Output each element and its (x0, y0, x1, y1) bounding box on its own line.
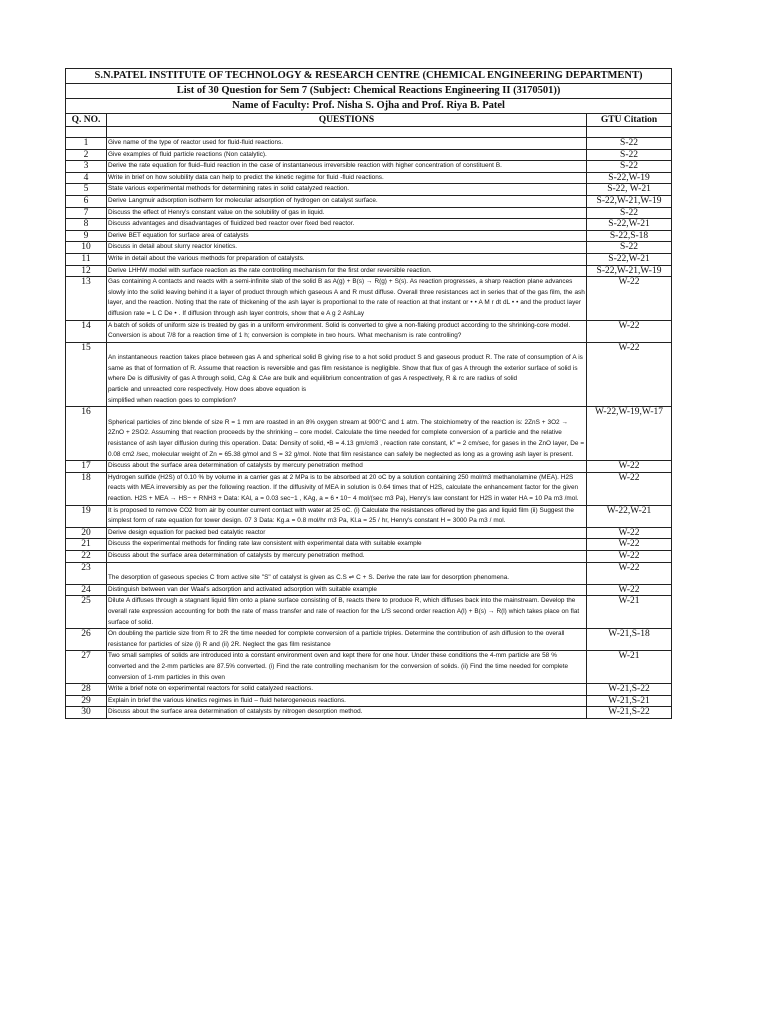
question-text: Discuss about the surface area determination of catalysts by nitrogen desorption method. (107, 707, 587, 719)
gtu-citation: W-21,S-21 (587, 695, 672, 707)
gtu-citation: S-22 (587, 242, 672, 254)
gtu-citation: W-21 (587, 596, 672, 629)
question-text: An instantaneous reaction takes place between gas A and spherical solid B giving rise to a hot solid product S and gaseous product R. The rate of consumption of A is same as that of formation of R. Assume that reaction is reversible and gas film resistance is negligible. Show that flux of gas A through the exterior surface of solid is where De is diffusivity of gas A through solid, CAg & CAe are bulk and equilibrium concentration of gas A respectively, R & rc are radius of solid particle and unreacted core respectively. How does above equation is simplified when reaction goes to completion? (107, 342, 587, 407)
question-row (66, 342, 672, 407)
spacer-cell (107, 127, 587, 138)
question-number: 5 (66, 184, 107, 196)
question-number: 16 (66, 407, 107, 461)
gtu-citation: W-22 (587, 550, 672, 562)
gtu-citation: W-22 (587, 527, 672, 539)
question-number: 18 (66, 472, 107, 505)
gtu-citation: W-22,W-21 (587, 505, 672, 527)
question-row (66, 161, 672, 173)
question-number: 12 (66, 265, 107, 277)
question-text: On doubling the particle size from R to 2R the time needed for complete conversion of a particle triples. Determine the contribution of ash diffusion to the overall resistance for particles of size (i) R and (ii) 2R. Neglect the gas film resistance (107, 629, 587, 651)
citation-column-header: GTU Citation (587, 114, 672, 127)
question-number: 22 (66, 550, 107, 562)
gtu-citation: W-21,S-22 (587, 684, 672, 696)
question-number: 11 (66, 253, 107, 265)
question-number: 27 (66, 651, 107, 684)
question-text: Discuss advantages and disadvantages of fluidized bed reactor over fixed bed reactor. (107, 219, 587, 231)
list-title: List of 30 Question for Sem 7 (Subject: Chemical Reactions Engineering II (3170501)) (66, 84, 672, 99)
gtu-citation: S-22,W-21 (587, 219, 672, 231)
question-number: 3 (66, 161, 107, 173)
question-row (66, 265, 672, 277)
question-number: 28 (66, 684, 107, 696)
question-text: A batch of solids of uniform size is treated by gas in a uniform environment. Solid is converted to give a non-flaking product according to the shrinking-core model. Conversion is about 7/8 for a reaction time of 1 h; conversion is complete in two hours. What mechanism is rate controlling? (107, 320, 587, 342)
question-text: State various experimental methods for determining rates in solid catalyzed reaction. (107, 184, 587, 196)
question-text: Two small samples of solids are introduced into a constant environment oven and kept there for one hour. Under these conditions the 4-mm particle are 58 % converted and the 2-mm particles are 87.5% converted. (i) Find the rate controlling mechanism for the conversion of solids. (ii) Find the time needed for complete conversion of 1-mm particles in this oven (107, 651, 587, 684)
question-list-table (65, 68, 672, 719)
question-text: Discuss the experimental methods for finding rate law consistent with experimental data with suitable example (107, 539, 587, 551)
gtu-citation: W-22 (587, 562, 672, 584)
question-text: Dilute A diffuses through a stagnant liquid film onto a plane surface consisting of B, reacts there to produce R, which diffuses back into the mainstream. Develop the overall rate expression accounting for both the rate of mass transfer and rate of reaction for the L/S second order reaction A(l) + B(s) → R(l) which takes place on flat surface of solid. (107, 596, 587, 629)
question-row (66, 472, 672, 505)
question-text: Derive design equation for packed bed catalytic reactor (107, 527, 587, 539)
question-text: Discuss about the surface area determination of catalysts by mercury penetration method. (107, 550, 587, 562)
gtu-citation: W-22 (587, 472, 672, 505)
question-number: 7 (66, 207, 107, 219)
question-number: 24 (66, 584, 107, 596)
question-text: Derive the rate equation for fluid–fluid reaction in the case of instantaneous irreversible reaction with higher concentration of constituent B. (107, 161, 587, 173)
question-row (66, 138, 672, 150)
gtu-citation: S-22,W-21,W-19 (587, 265, 672, 277)
questions-column-header: QUESTIONS (107, 114, 587, 127)
question-row (66, 562, 672, 584)
question-row (66, 242, 672, 254)
question-row (66, 253, 672, 265)
question-row (66, 195, 672, 207)
question-row (66, 695, 672, 707)
question-text: Write in detail about the various methods for preparation of catalysts. (107, 253, 587, 265)
question-number: 10 (66, 242, 107, 254)
institute-title: S.N.PATEL INSTITUTE OF TECHNOLOGY & RESEARCH CENTRE (CHEMICAL ENGINEERING DEPARTMENT) (66, 69, 672, 84)
question-row (66, 230, 672, 242)
gtu-citation: S-22 (587, 161, 672, 173)
question-text: Derive LHHW model with surface reaction as the rate controlling mechanism for the first order reversible reaction. (107, 265, 587, 277)
question-number: 13 (66, 277, 107, 320)
question-row (66, 539, 672, 551)
question-text: Derive BET equation for surface area of catalysts (107, 230, 587, 242)
gtu-citation: W-22 (587, 584, 672, 596)
question-number: 8 (66, 219, 107, 231)
spacer-cell (66, 127, 107, 138)
faculty-row (66, 99, 672, 114)
question-row (66, 505, 672, 527)
spacer-cell (587, 127, 672, 138)
gtu-citation: W-22 (587, 539, 672, 551)
question-row (66, 461, 672, 473)
question-text: Explain in brief the various kinetics regimes in fluid – fluid heterogeneous reactions. (107, 695, 587, 707)
question-number: 14 (66, 320, 107, 342)
question-row (66, 596, 672, 629)
question-row (66, 277, 672, 320)
question-number: 17 (66, 461, 107, 473)
gtu-citation: W-22 (587, 277, 672, 320)
question-text: The desorption of gaseous species C from active site "S" of catalyst is given as C.S ⇌ C + S. Derive the rate law for desorption phenomena. (107, 562, 587, 584)
question-number: 9 (66, 230, 107, 242)
question-text: Distinguish between van der Waal's adsorption and activated adsorption with suitable example (107, 584, 587, 596)
gtu-citation: S-22, W-21 (587, 184, 672, 196)
question-row (66, 550, 672, 562)
faculty-name: Name of Faculty: Prof. Nisha S. Ojha and Prof. Riya B. Patel (66, 99, 672, 114)
question-row (66, 184, 672, 196)
gtu-citation: W-22 (587, 461, 672, 473)
question-row (66, 684, 672, 696)
question-text: Give examples of fluid particle reactions (Non catalytic). (107, 149, 587, 161)
question-number: 1 (66, 138, 107, 150)
question-text: Gas containing A contacts and reacts with a semi-infinite slab of the solid B as A(g) + B(s) → R(g) + S(s). As reaction progresses, a sharp reaction plane advances slowly into the solid leaving behind it a layer of product through which gaseous A and R must diffuse. Overall three resistances act in series that of the gas film, the ash layer, and the reaction. Noting that the rate of thickening of the ash layer is proportional to the rate of reaction at that instant or • • A M r dt dL • • and the product layer diffusion rate = L C De • . If diffusion through ash layer controls, show that e A g 2 AshLay (107, 277, 587, 320)
institute-row (66, 69, 672, 84)
question-text: It is proposed to remove CO2 from air by counter current contact with water at 25 oC. (i) Calculate the resistances offered by the gas and liquid film (ii) Suggest the simplest form of rate equation for tower design. 07 3 Data: Kg.a = 0.8 mol/hr m3 Pa, Kl.a = 25 / hr, Henry's constant H = 3000 Pa m3 / mol. (107, 505, 587, 527)
gtu-citation: W-22 (587, 342, 672, 407)
gtu-citation: W-21,S-18 (587, 629, 672, 651)
question-number: 25 (66, 596, 107, 629)
question-number: 4 (66, 172, 107, 184)
question-text: Write a brief note on experimental reactors for solid catalyzed reactions. (107, 684, 587, 696)
column-header-row (66, 114, 672, 127)
spacer-row (66, 127, 672, 138)
gtu-citation: W-22 (587, 320, 672, 342)
question-number: 26 (66, 629, 107, 651)
question-row (66, 172, 672, 184)
question-row (66, 707, 672, 719)
gtu-citation: S-22,W-21 (587, 253, 672, 265)
question-number: 23 (66, 562, 107, 584)
gtu-citation: S-22,W-21,W-19 (587, 195, 672, 207)
gtu-citation: S-22,S-18 (587, 230, 672, 242)
question-text: Derive Langmuir adsorption isotherm for molecular adsorption of hydrogen on catalyst surface. (107, 195, 587, 207)
question-number: 29 (66, 695, 107, 707)
question-text: Spherical particles of zinc blende of size R = 1 mm are roasted in an 8% oxygen stream at 900°C and 1 atm. The stoichiometry of the reaction is: 2ZnS + 3O2 → 2ZnO + 2SO2. Assuming that reaction proceeds by the shrinking – core model. Calculate the time needed for complete conversion of a particle and the relative resistance of ash layer diffusion during this operation. Data: Density of solid, •B = 4.13 gm/cm3 , reaction rate constant, k" = 2 cm/sec, for gases in the ZnO layer, De = 0.08 cm2 /sec, molecular weight of Zn = 65.38 g/mol and S = 32 g/mol. Note that film resistance can safely be neglected as long as a growing ash layer is present. (107, 407, 587, 461)
question-text: Discuss in detail about slurry reactor kinetics. (107, 242, 587, 254)
gtu-citation: S-22 (587, 138, 672, 150)
question-number: 20 (66, 527, 107, 539)
gtu-citation: W-21,S-22 (587, 707, 672, 719)
question-text: Write in brief on how solubility data can help to predict the kinetic regime for fluid -fluid reactions. (107, 172, 587, 184)
question-text: Discuss about the surface area determination of catalysts by mercury penetration method (107, 461, 587, 473)
question-row (66, 207, 672, 219)
question-number: 21 (66, 539, 107, 551)
gtu-citation: S-22 (587, 149, 672, 161)
question-number: 2 (66, 149, 107, 161)
list-title-row (66, 84, 672, 99)
question-row (66, 584, 672, 596)
question-number: 6 (66, 195, 107, 207)
question-row (66, 651, 672, 684)
gtu-citation: S-22 (587, 207, 672, 219)
qno-column-header: Q. NO. (66, 114, 107, 127)
question-row (66, 149, 672, 161)
gtu-citation: W-21 (587, 651, 672, 684)
gtu-citation: W-22,W-19,W-17 (587, 407, 672, 461)
question-row (66, 527, 672, 539)
question-number: 15 (66, 342, 107, 407)
question-text: Give name of the type of reactor used for fluid-fluid reactions. (107, 138, 587, 150)
gtu-citation: S-22,W-19 (587, 172, 672, 184)
question-row (66, 219, 672, 231)
question-text: Discuss the effect of Henry's constant value on the solubility of gas in liquid. (107, 207, 587, 219)
question-text: Hydrogen sulfide (H2S) of 0.10 % by volume in a carrier gas at 2 MPa is to be absorbed at 20 oC by a solution containing 250 mol/m3 methanolamine (MEA). H2S reacts with MEA irreversibly as per the following reaction. If the diffusivity of MEA in solution is 0.64 times that of H2S, calculate the enhancement factor for the given reaction. H2S + MEA → HS− + RNH3 + Data: KAl, a = 0.03 sec−1 , KAg, a = 6 • 10− 4 mol/(sec m3 Pa), Henry's law constant for H2S in water HA = 10 Pa m3 /mol. (107, 472, 587, 505)
question-number: 19 (66, 505, 107, 527)
question-row (66, 629, 672, 651)
question-number: 30 (66, 707, 107, 719)
question-row (66, 407, 672, 461)
question-row (66, 320, 672, 342)
